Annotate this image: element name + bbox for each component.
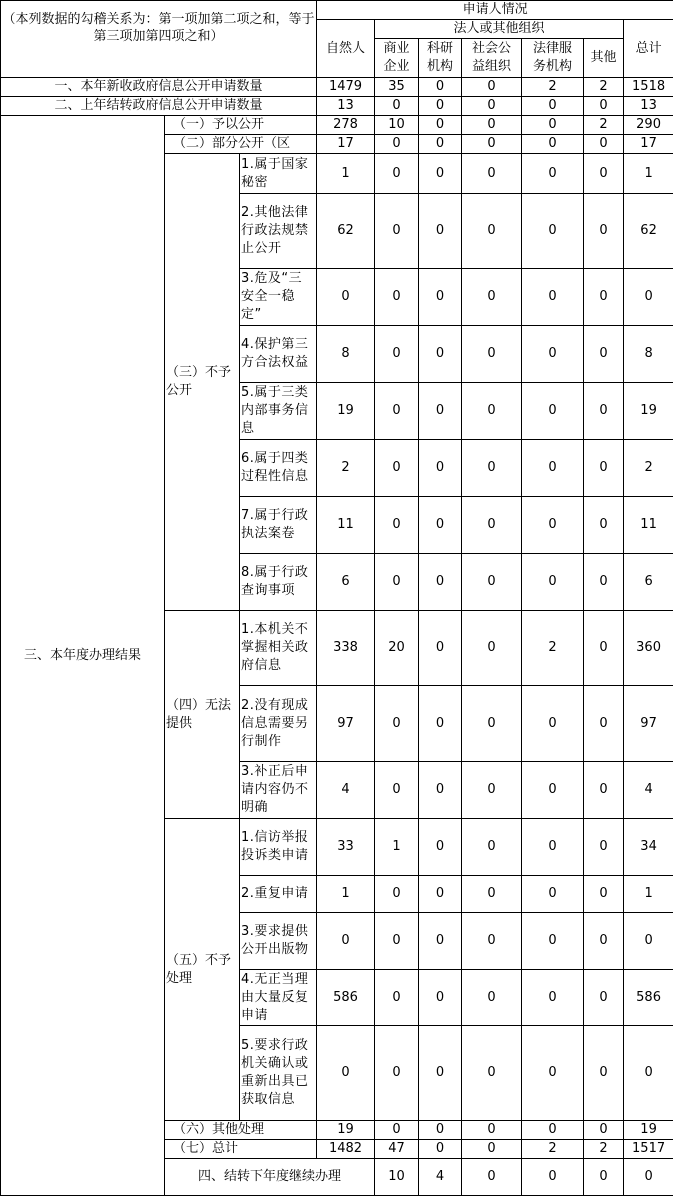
cell-public-welfare: 0 [462, 913, 522, 970]
cell-total: 1517 [624, 1140, 673, 1159]
cell-natural: 13 [317, 97, 375, 116]
cell-public-welfare: 0 [462, 1026, 522, 1121]
cell-legal-service: 2 [522, 78, 584, 97]
cell-legal-service: 0 [584, 1159, 624, 1196]
cell-business: 0 [375, 762, 419, 819]
cell-total: 290 [624, 116, 673, 135]
cell-other: 0 [584, 154, 624, 194]
cell-legal-service: 0 [522, 154, 584, 194]
cell-natural: 4 [317, 762, 375, 819]
cell-natural: 10 [375, 1159, 419, 1196]
row-label: 2.其他法律行政法规禁止公开 [240, 194, 317, 269]
cell-business: 0 [375, 1121, 419, 1140]
cell-business: 0 [375, 194, 419, 269]
cell-public-welfare: 0 [462, 269, 522, 326]
row-label: 四、结转下年度继续办理 [165, 1159, 375, 1196]
cell-natural: 17 [317, 135, 375, 154]
cell-research: 0 [419, 97, 462, 116]
cell-public-welfare: 0 [522, 1159, 584, 1196]
header-natural-person: 自然人 [317, 20, 375, 78]
cell-business: 0 [375, 686, 419, 762]
cell-other: 0 [584, 383, 624, 440]
cell-research: 0 [419, 1026, 462, 1121]
row-label: 二、上年结转政府信息公开申请数量 [1, 97, 317, 116]
cell-other: 0 [584, 876, 624, 913]
row-label: （七）总计 [165, 1140, 317, 1159]
row-label: 8.属于行政查询事项 [240, 554, 317, 611]
cell-total: 0 [624, 1026, 673, 1121]
cell-other: 0 [584, 194, 624, 269]
cell-legal-service: 0 [522, 497, 584, 554]
cell-other: 2 [584, 78, 624, 97]
header-research: 科研 机构 [419, 39, 462, 78]
cell-research: 0 [419, 611, 462, 686]
cell-natural: 62 [317, 194, 375, 269]
cell-other: 0 [584, 819, 624, 876]
cell-research: 0 [419, 1121, 462, 1140]
cell-legal-service: 0 [522, 194, 584, 269]
cell-natural: 586 [317, 970, 375, 1026]
cell-natural: 8 [317, 326, 375, 383]
cell-business: 0 [375, 876, 419, 913]
cell-other: 0 [584, 135, 624, 154]
cell-natural: 0 [317, 1026, 375, 1121]
cell-public-welfare: 0 [462, 194, 522, 269]
cell-business: 0 [375, 135, 419, 154]
cell-other: 0 [584, 686, 624, 762]
cell-total: 97 [624, 686, 673, 762]
row-label: 3.补正后申请内容仍不明确 [240, 762, 317, 819]
cell-natural: 1482 [317, 1140, 375, 1159]
row-label: 2.没有现成信息需要另行制作 [240, 686, 317, 762]
cell-total: 19 [624, 1121, 673, 1140]
table-row [1, 78, 673, 97]
cell-legal-service: 0 [522, 876, 584, 913]
cell-public-welfare: 0 [462, 78, 522, 97]
cell-natural: 6 [317, 554, 375, 611]
cell-natural: 1 [317, 876, 375, 913]
cell-research: 0 [419, 135, 462, 154]
cell-research: 0 [419, 762, 462, 819]
table-row [1, 116, 673, 135]
cell-natural: 278 [317, 116, 375, 135]
cell-total: 8 [624, 326, 673, 383]
cell-research: 0 [419, 554, 462, 611]
cell-other: 0 [584, 611, 624, 686]
cell-public-welfare: 0 [462, 97, 522, 116]
cell-research: 0 [419, 819, 462, 876]
cell-legal-service: 0 [522, 762, 584, 819]
cell-public-welfare: 0 [462, 1140, 522, 1159]
cell-public-welfare: 0 [462, 762, 522, 819]
row-label: 1.属于国家秘密 [240, 154, 317, 194]
cell-total: 4 [624, 762, 673, 819]
cell-public-welfare: 0 [462, 1121, 522, 1140]
row-label: （六）其他处理 [165, 1121, 317, 1140]
cell-other: 0 [584, 440, 624, 497]
cell-natural: 97 [317, 686, 375, 762]
cell-research: 0 [419, 1140, 462, 1159]
cell-total: 360 [624, 611, 673, 686]
header-org-group: 法人或其他组织 [375, 20, 624, 39]
cell-public-welfare: 0 [462, 154, 522, 194]
header-public-welfare: 社会公 益组织 [462, 39, 522, 78]
cell-public-welfare: 0 [462, 440, 522, 497]
not-process-label: （五）不予处理 [165, 819, 240, 1121]
cell-legal-service: 0 [522, 1026, 584, 1121]
cell-other: 0 [584, 1026, 624, 1121]
cell-total: 0 [624, 913, 673, 970]
cell-legal-service: 0 [522, 913, 584, 970]
cell-public-welfare: 0 [462, 970, 522, 1026]
cell-business: 20 [375, 611, 419, 686]
cell-research: 0 [419, 194, 462, 269]
cell-legal-service: 0 [522, 554, 584, 611]
cell-other: 0 [584, 554, 624, 611]
cell-business: 4 [419, 1159, 462, 1196]
cell-public-welfare: 0 [462, 611, 522, 686]
cell-total: 1518 [624, 78, 673, 97]
cell-legal-service: 0 [522, 326, 584, 383]
row-label: 4.保护第三方合法权益 [240, 326, 317, 383]
header-business: 商业 企业 [375, 39, 419, 78]
cell-other: 0 [584, 326, 624, 383]
cell-legal-service: 0 [522, 970, 584, 1026]
cell-research: 0 [419, 876, 462, 913]
cell-public-welfare: 0 [462, 135, 522, 154]
cell-total: 11 [624, 497, 673, 554]
cell-legal-service: 2 [522, 1140, 584, 1159]
cell-business: 0 [375, 970, 419, 1026]
header-other: 其他 [584, 39, 624, 78]
cell-business: 0 [375, 97, 419, 116]
cell-research: 0 [419, 970, 462, 1026]
row-label: 5.属于三类内部事务信息 [240, 383, 317, 440]
cell-legal-service: 0 [522, 135, 584, 154]
cell-business: 0 [375, 554, 419, 611]
cell-research: 0 [419, 913, 462, 970]
cell-research: 0 [419, 497, 462, 554]
cell-public-welfare: 0 [462, 876, 522, 913]
header-legal-service: 法律服 务机构 [522, 39, 584, 78]
not-open-label: （三）不予公开 [165, 154, 240, 611]
cell-research: 0 [419, 154, 462, 194]
cell-other: 0 [624, 1159, 673, 1196]
cell-research: 0 [419, 116, 462, 135]
cell-legal-service: 2 [522, 611, 584, 686]
header-note: （本列数据的勾稽关系为：第一项加第二项之和，等于第三项加第四项之和） [1, 1, 317, 78]
cell-research: 0 [419, 78, 462, 97]
cell-business: 0 [375, 269, 419, 326]
cell-total: 1 [624, 154, 673, 194]
cell-other: 0 [584, 269, 624, 326]
cell-total: 62 [624, 194, 673, 269]
cell-business: 0 [375, 497, 419, 554]
cell-public-welfare: 0 [462, 497, 522, 554]
cell-other: 0 [584, 497, 624, 554]
cell-public-welfare: 0 [462, 819, 522, 876]
cell-legal-service: 0 [522, 97, 584, 116]
cell-natural: 0 [317, 913, 375, 970]
cell-business: 0 [375, 383, 419, 440]
cell-total: 6 [624, 554, 673, 611]
row-label: 6.属于四类过程性信息 [240, 440, 317, 497]
cell-public-welfare: 0 [462, 383, 522, 440]
cell-business: 1 [375, 819, 419, 876]
table-row [1, 97, 673, 116]
cell-business: 10 [375, 116, 419, 135]
cell-total: 13 [624, 97, 673, 116]
cell-research: 0 [419, 440, 462, 497]
cell-other: 2 [584, 116, 624, 135]
cell-research: 0 [419, 326, 462, 383]
row-label: 一、本年新收政府信息公开申请数量 [1, 78, 317, 97]
cell-research: 0 [462, 1159, 522, 1196]
cell-legal-service: 0 [522, 116, 584, 135]
section3-label: 三、本年度办理结果 [1, 116, 165, 1196]
cell-other: 0 [584, 97, 624, 116]
cell-research: 0 [419, 269, 462, 326]
cell-public-welfare: 0 [462, 326, 522, 383]
cell-natural: 33 [317, 819, 375, 876]
cell-research: 0 [419, 383, 462, 440]
cell-business: 0 [375, 1026, 419, 1121]
cell-business: 0 [375, 326, 419, 383]
cell-legal-service: 0 [522, 440, 584, 497]
row-label: 3.要求提供公开出版物 [240, 913, 317, 970]
cell-public-welfare: 0 [462, 116, 522, 135]
cell-natural: 0 [317, 269, 375, 326]
cell-total: 0 [624, 269, 673, 326]
header-applicant: 申请人情况 [317, 1, 673, 20]
cell-natural: 338 [317, 611, 375, 686]
cell-business: 47 [375, 1140, 419, 1159]
cell-business: 35 [375, 78, 419, 97]
row-label: 5.要求行政机关确认或重新出具已获取信息 [240, 1026, 317, 1121]
cannot-provide-label: （四）无法提供 [165, 611, 240, 819]
row-label: 3.危及“三安全一稳定” [240, 269, 317, 326]
cell-other: 0 [584, 970, 624, 1026]
cell-natural: 2 [317, 440, 375, 497]
cell-other: 2 [584, 1140, 624, 1159]
cell-public-welfare: 0 [462, 554, 522, 611]
cell-natural: 1479 [317, 78, 375, 97]
cell-natural: 1 [317, 154, 375, 194]
cell-legal-service: 0 [522, 686, 584, 762]
cell-natural: 19 [317, 1121, 375, 1140]
cell-legal-service: 0 [522, 383, 584, 440]
row-label: （一）予以公开 [165, 116, 317, 135]
row-label: 4.无正当理由大量反复申请 [240, 970, 317, 1026]
cell-other: 0 [584, 1121, 624, 1140]
cell-legal-service: 0 [522, 1121, 584, 1140]
cell-legal-service: 0 [522, 819, 584, 876]
cell-public-welfare: 0 [462, 686, 522, 762]
cell-total: 2 [624, 440, 673, 497]
row-label: 2.重复申请 [240, 876, 317, 913]
cell-business: 0 [375, 154, 419, 194]
cell-business: 0 [375, 913, 419, 970]
cell-business: 0 [375, 440, 419, 497]
cell-legal-service: 0 [522, 269, 584, 326]
cell-total: 586 [624, 970, 673, 1026]
row-label: （二）部分公开（区 [165, 135, 317, 154]
cell-other: 0 [584, 913, 624, 970]
row-label: 7.属于行政执法案卷 [240, 497, 317, 554]
cell-total: 17 [624, 135, 673, 154]
cell-natural: 19 [317, 383, 375, 440]
row-label: 1.信访举报投诉类申请 [240, 819, 317, 876]
header-total: 总计 [624, 20, 673, 78]
cell-other: 0 [584, 762, 624, 819]
cell-total: 34 [624, 819, 673, 876]
row-label: 1.本机关不掌握相关政府信息 [240, 611, 317, 686]
cell-total: 19 [624, 383, 673, 440]
cell-natural: 11 [317, 497, 375, 554]
cell-total: 1 [624, 876, 673, 913]
cell-research: 0 [419, 686, 462, 762]
